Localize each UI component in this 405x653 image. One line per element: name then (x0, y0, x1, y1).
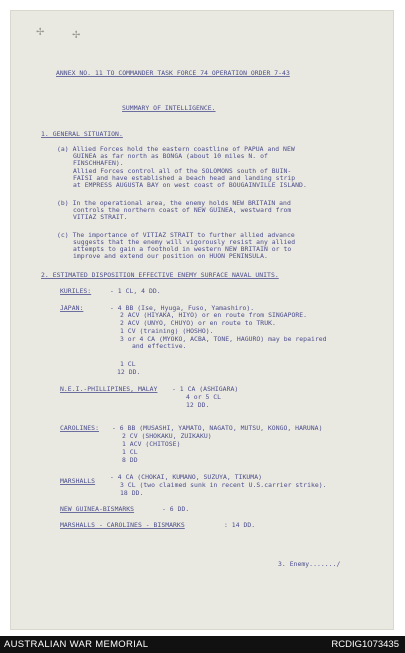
pin-hole-mark: ✢ (72, 30, 81, 41)
japan-line: 3 or 4 CA (MYOKO, ACBA, TONE, HAGURO) may be repaired (120, 335, 327, 343)
japan-line: 1 CV (training) (HOSHO). (120, 327, 214, 335)
document-title: SUMMARY OF INTELLIGENCE. (122, 104, 216, 112)
region-label-nei: N.E.I.-PHILLIPINES, MALAY (60, 385, 158, 393)
document-page (10, 10, 394, 630)
region-label-marshalls: MARSHALLS (60, 477, 96, 485)
para-a-line: Allied Forces control all of the SOLOMONS south of BUIN- (73, 167, 292, 175)
japan-line: 12 DD. (117, 368, 141, 376)
combined-units: : 14 DD. (224, 521, 256, 529)
para-a-line: FINSCHHAFEN). (73, 159, 124, 167)
nei-line: - 1 CA (ASHIGARA) (172, 385, 239, 393)
nei-line: 12 DD. (186, 401, 210, 409)
region-label-japan: JAPAN: (60, 304, 84, 312)
para-c-line: (c) The importance of VITIAZ STRAIT to further allied advance (57, 231, 295, 239)
para-a-line: GUINEA as far north as BONGA (about 10 miles N. of (73, 152, 268, 160)
marshalls-line: - 4 CA (CHOKAI, KUMANO, SUZUYA, TIKUMA) (110, 473, 263, 481)
carolines-line: 2 CV (SHOKAKU, ZUIKAKU) (122, 432, 212, 440)
japan-line: 1 CL (120, 360, 136, 368)
section-2-heading: 2. ESTIMATED DISPOSITION EFFECTIVE ENEMY SURFACE NAVAL UNITS. (41, 271, 279, 279)
region-label-new-guinea-bismarks: NEW GUINEA-BISMARKS (60, 505, 135, 513)
para-c-line: improve and extend our position on HUON PENINSULA. (73, 252, 268, 260)
footer-bar (0, 636, 405, 653)
nei-line: 4 or 5 CL (186, 393, 222, 401)
footer-source: AUSTRALIAN WAR MEMORIAL (4, 639, 149, 650)
para-c-line: attempts to gain a foothold in western NEW BRITAIN or to (73, 245, 292, 253)
new-guinea-units: - 6 DD. (162, 505, 190, 513)
japan-line: 2 ACV (HIYAKA, HIYO) or en route from SINGAPORE. (120, 311, 308, 319)
region-label-kuriles: KURILES: (60, 287, 92, 295)
kuriles-units: - 1 CL, 4 DD. (110, 287, 161, 295)
carolines-line: 1 CL (122, 448, 138, 456)
region-label-carolines: CAROLINES: (60, 424, 99, 432)
japan-line: 2 ACV (UNYO, CHUYO) or en route to TRUK. (120, 319, 276, 327)
para-a-line: FAISI and have established a beach head and landing strip (73, 174, 296, 182)
carolines-line: 8 DD (122, 456, 138, 464)
japan-line: - 4 BB (Ise, Hyuga, Fuso, Yamashiro). (110, 304, 255, 312)
pin-hole-mark: ✢ (36, 27, 45, 38)
footer-record-id: RCDIG1073435 (331, 639, 399, 650)
carolines-line: - 6 BB (MUSASHI, YAMATO, NAGATO, MUTSU, KONGO, HARUNA) (112, 424, 323, 432)
para-b-line: controls the northern coast of NEW GUINEA, westward from (73, 206, 292, 214)
para-a-line: at EMPRESS AUGUSTA BAY on west coast of BOUGAINVILLE ISLAND. (73, 181, 307, 189)
marshalls-line: 3 CL (two claimed sunk in recent U.S.carrier strike). (120, 481, 327, 489)
section-1-heading: 1. GENERAL SITUATION. (41, 130, 123, 138)
para-a-line: (a) Allied Forces hold the eastern coastline of PAPUA and NEW (57, 145, 295, 153)
marshalls-line: 18 DD. (120, 489, 144, 497)
para-b-line: (b) In the operational area, the enemy holds NEW BRITAIN and (57, 199, 291, 207)
para-b-line: VITIAZ STRAIT. (73, 213, 128, 221)
annex-header: ANNEX NO. 11 TO COMMANDER TASK FORCE 74 OPERATION ORDER 7-43 (56, 69, 290, 77)
para-c-line: suggests that the enemy will vigorously resist any allied (73, 238, 296, 246)
region-label-combined: MARSHALLS - CAROLINES - BISMARKS (60, 521, 185, 529)
carolines-line: 1 ACV (CHITOSE) (122, 440, 181, 448)
japan-line: and effective. (132, 342, 187, 350)
continuation-note: 3. Enemy......./ (278, 560, 341, 568)
